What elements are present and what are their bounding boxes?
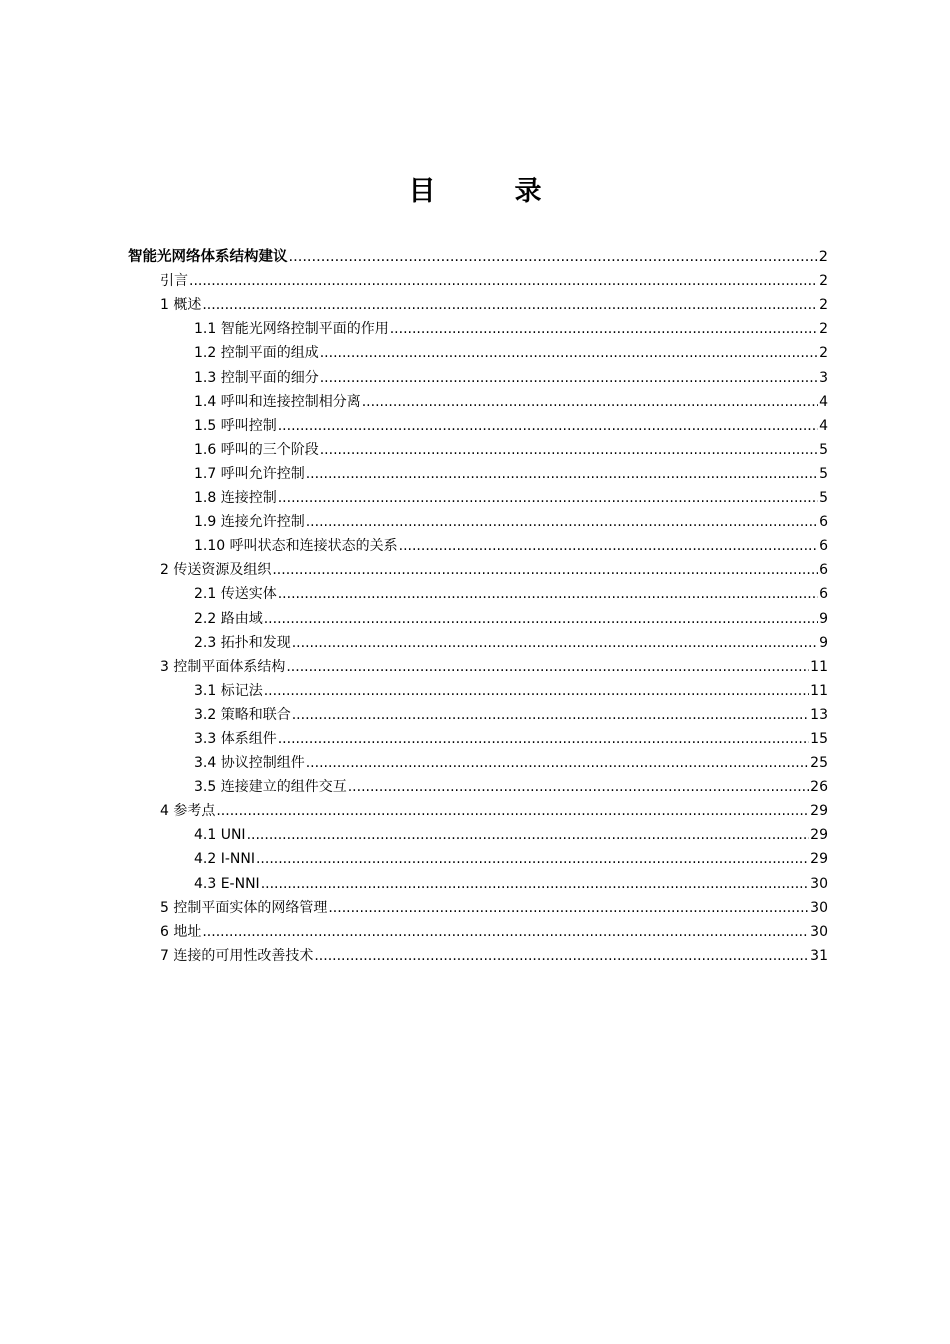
- toc-entry-label: 1.4 呼叫和连接控制相分离: [194, 393, 361, 410]
- toc-entry-label: 3.3 体系组件: [194, 730, 277, 747]
- toc-dot-leader: [264, 609, 818, 629]
- toc-entry-label: 1.10 呼叫状态和连接状态的关系: [194, 538, 398, 555]
- toc-entry-page-number: 31: [810, 947, 828, 964]
- toc-entry-label: 5 控制平面实体的网络管理: [160, 899, 328, 916]
- toc-entry-page-number: 9: [819, 634, 828, 651]
- toc-entry-page-number: 15: [810, 730, 828, 747]
- toc-entry[interactable]: [128, 388, 828, 412]
- toc-entry[interactable]: [128, 484, 828, 508]
- toc-entry[interactable]: [128, 749, 828, 773]
- toc-entry-page-number: 3: [819, 369, 828, 386]
- toc-dot-leader: [292, 705, 809, 725]
- toc-entry-label: 3.1 标记法: [194, 682, 263, 699]
- toc-entry-label: 1.7 呼叫允许控制: [194, 465, 305, 482]
- toc-entry-page-number: 5: [819, 465, 828, 482]
- toc-entry-label: 2.3 拓扑和发现: [194, 634, 291, 651]
- toc-entry-page-number: 25: [810, 755, 828, 772]
- toc-entry[interactable]: [128, 315, 828, 339]
- toc-entry-page-number: 2: [819, 273, 828, 290]
- toc-entry-page-number: 13: [810, 706, 828, 723]
- toc-entry-label: 4.3 E-NNI: [194, 875, 260, 892]
- toc-entry-page-number: 30: [810, 875, 828, 892]
- toc-entry[interactable]: [128, 460, 828, 484]
- toc-entry-page-number: 5: [819, 441, 828, 458]
- toc-entry[interactable]: [128, 942, 828, 966]
- toc-entry-page-number: 6: [819, 538, 828, 555]
- toc-entry-label: 1.3 控制平面的细分: [194, 369, 319, 386]
- toc-dot-leader: [320, 440, 818, 460]
- toc-dot-leader: [216, 801, 809, 821]
- toc-entry-label: 4 参考点: [160, 803, 216, 820]
- toc-entry-label: 引言: [160, 273, 188, 290]
- toc-entry-label: 1.6 呼叫的三个阶段: [194, 441, 319, 458]
- toc-dot-leader: [272, 560, 818, 580]
- toc-entry-label: 1.9 连接允许控制: [194, 514, 305, 531]
- toc-entry-page-number: 29: [810, 851, 828, 868]
- toc-entry-label: 3.2 策略和联合: [194, 706, 291, 723]
- toc-entry[interactable]: [128, 363, 828, 387]
- toc-entry-label: 1.8 连接控制: [194, 490, 277, 507]
- toc-dot-leader: [399, 536, 818, 556]
- toc-entry[interactable]: [128, 436, 828, 460]
- toc-entry[interactable]: [128, 918, 828, 942]
- toc-entry-label: 1.5 呼叫控制: [194, 417, 277, 434]
- toc-entry-label: 智能光网络体系结构建议: [128, 249, 288, 266]
- toc-entry[interactable]: [128, 339, 828, 363]
- toc-entry-label: 6 地址: [160, 923, 202, 940]
- toc-entry-label: 1.2 控制平面的组成: [194, 345, 319, 362]
- toc-entry-label: 3.4 协议控制组件: [194, 755, 305, 772]
- toc-dot-leader: [202, 922, 809, 942]
- toc-entry[interactable]: [128, 267, 828, 291]
- toc-entry-page-number: 4: [819, 393, 828, 410]
- toc-entry[interactable]: [128, 773, 828, 797]
- toc-entry-label: 7 连接的可用性改善技术: [160, 947, 314, 964]
- toc-dot-leader: [202, 295, 818, 315]
- toc-entry[interactable]: [128, 412, 828, 436]
- toc-entry[interactable]: [128, 797, 828, 821]
- toc-dot-leader: [320, 343, 818, 363]
- table-of-contents: [128, 243, 828, 966]
- toc-entry[interactable]: [128, 291, 828, 315]
- toc-entry-page-number: 2: [819, 321, 828, 338]
- toc-entry-label: 1.1 智能光网络控制平面的作用: [194, 321, 389, 338]
- toc-dot-leader: [320, 368, 818, 388]
- toc-dot-leader: [264, 681, 809, 701]
- toc-entry-page-number: 4: [819, 417, 828, 434]
- toc-dot-leader: [306, 512, 818, 532]
- toc-entry[interactable]: [128, 556, 828, 580]
- toc-entry-label: 2.2 路由域: [194, 610, 263, 627]
- toc-entry[interactable]: [128, 604, 828, 628]
- toc-entry[interactable]: [128, 845, 828, 869]
- toc-entry-page-number: 29: [810, 803, 828, 820]
- toc-entry-page-number: 6: [819, 514, 828, 531]
- toc-entry[interactable]: [128, 894, 828, 918]
- toc-entry-label: 3.5 连接建立的组件交互: [194, 779, 347, 796]
- toc-dot-leader: [306, 464, 818, 484]
- toc-entry-label: 2 传送资源及组织: [160, 562, 272, 579]
- toc-entry-label: 2.1 传送实体: [194, 586, 277, 603]
- toc-entry[interactable]: [128, 821, 828, 845]
- toc-entry[interactable]: [128, 580, 828, 604]
- toc-entry[interactable]: [128, 629, 828, 653]
- toc-dot-leader: [278, 584, 818, 604]
- toc-entry-page-number: 6: [819, 562, 828, 579]
- toc-dot-leader: [256, 849, 809, 869]
- toc-entry-page-number: 2: [818, 249, 828, 266]
- toc-dot-leader: [390, 319, 818, 339]
- toc-entry[interactable]: [128, 508, 828, 532]
- toc-entry-page-number: 9: [819, 610, 828, 627]
- toc-dot-leader: [278, 416, 818, 436]
- toc-dot-leader: [278, 488, 818, 508]
- toc-entry-page-number: 29: [810, 827, 828, 844]
- toc-entry[interactable]: [128, 243, 828, 267]
- toc-dot-leader: [348, 777, 809, 797]
- toc-entry-page-number: 26: [810, 779, 828, 796]
- toc-entry[interactable]: [128, 677, 828, 701]
- toc-dot-leader: [292, 633, 818, 653]
- toc-entry-label: 4.1 UNI: [194, 827, 246, 844]
- toc-entry[interactable]: [128, 725, 828, 749]
- toc-entry-label: 1 概述: [160, 297, 202, 314]
- toc-dot-leader: [306, 753, 809, 773]
- toc-entry[interactable]: [128, 532, 828, 556]
- toc-entry-page-number: 6: [819, 586, 828, 603]
- toc-dot-leader: [286, 657, 809, 677]
- toc-dot-leader: [261, 874, 809, 894]
- toc-entry-page-number: 30: [810, 899, 828, 916]
- toc-dot-leader: [289, 247, 818, 267]
- page-title: 目 录: [408, 176, 568, 207]
- toc-dot-leader: [362, 392, 818, 412]
- toc-entry-page-number: 5: [819, 490, 828, 507]
- toc-entry-page-number: 2: [819, 345, 828, 362]
- toc-dot-leader: [328, 898, 809, 918]
- toc-dot-leader: [247, 825, 810, 845]
- toc-entry-page-number: 30: [810, 923, 828, 940]
- toc-entry[interactable]: [128, 701, 828, 725]
- toc-dot-leader: [314, 946, 809, 966]
- toc-entry-page-number: 11: [810, 658, 828, 675]
- toc-entry[interactable]: [128, 869, 828, 893]
- toc-dot-leader: [278, 729, 809, 749]
- toc-entry-page-number: 11: [810, 682, 828, 699]
- toc-entry-label: 3 控制平面体系结构: [160, 658, 286, 675]
- toc-entry-page-number: 2: [819, 297, 828, 314]
- toc-dot-leader: [189, 271, 818, 291]
- toc-entry[interactable]: [128, 653, 828, 677]
- toc-entry-label: 4.2 I-NNI: [194, 851, 255, 868]
